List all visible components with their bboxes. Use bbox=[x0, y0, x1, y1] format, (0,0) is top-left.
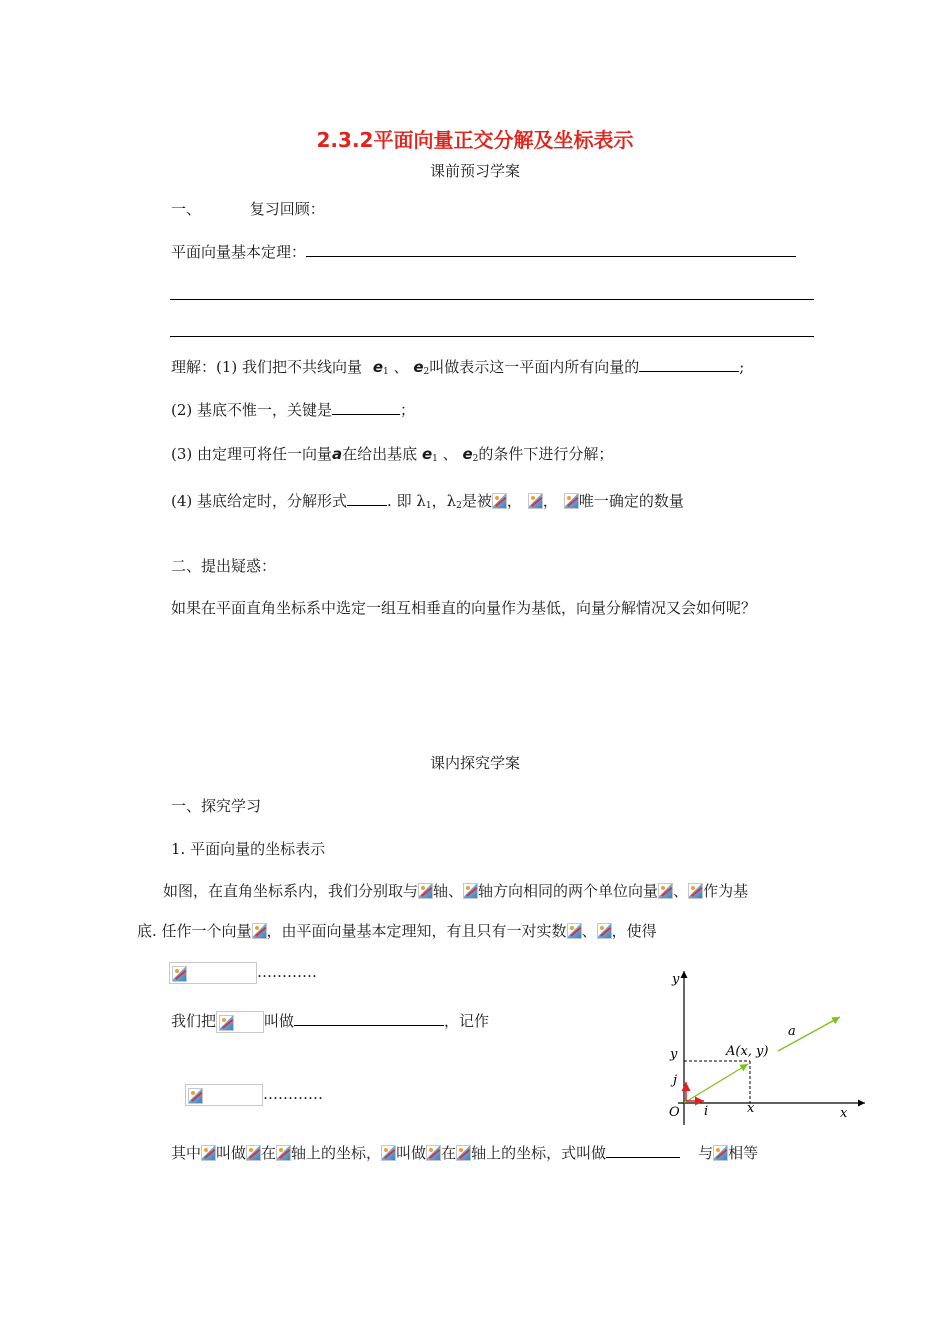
j-label: j bbox=[673, 1073, 678, 1088]
sub-2: 2 bbox=[423, 367, 430, 377]
formula-line-2 bbox=[185, 1084, 323, 1106]
page-title: 2.3.2平面向量正交分解及坐标表示 bbox=[316, 128, 634, 152]
image-placeholder-icon bbox=[172, 966, 187, 982]
inclass-heading: 一、探究学习 bbox=[171, 797, 262, 815]
basis-blank[interactable] bbox=[639, 357, 739, 372]
dots: ………… bbox=[263, 1085, 323, 1103]
item3-end: 的条件下进行分解； bbox=[478, 445, 614, 463]
image-placeholder-icon bbox=[201, 1145, 216, 1161]
vector-e2: e bbox=[413, 358, 424, 376]
key-blank[interactable] bbox=[332, 400, 400, 415]
item3-mid: 在给出基底 bbox=[342, 445, 418, 463]
vector-oa bbox=[684, 1064, 748, 1103]
page-subtitle: 课前预习学案 bbox=[429, 162, 520, 180]
para1-d: 、 bbox=[673, 882, 689, 900]
sub-1: 1 bbox=[383, 367, 389, 377]
comma: 、 bbox=[393, 358, 409, 376]
i-label: i bbox=[704, 1104, 709, 1119]
item4-mid3: 是被 bbox=[461, 492, 492, 510]
image-placeholder-icon bbox=[564, 493, 579, 509]
para1-e: 作为基 bbox=[703, 882, 749, 900]
para1-b: 轴、 bbox=[433, 882, 464, 900]
x-tick-label: x bbox=[747, 1101, 755, 1116]
item4-prefix: (4) 基底给定时，分解形式 bbox=[171, 492, 348, 510]
form-blank[interactable] bbox=[347, 491, 387, 506]
image-placeholder-icon bbox=[418, 883, 433, 899]
formula-image bbox=[169, 962, 257, 984]
image-placeholder-icon bbox=[597, 923, 612, 939]
last-i: 相等 bbox=[728, 1144, 759, 1162]
inclass-title: 课内探究学案 bbox=[429, 754, 520, 772]
formula-image bbox=[185, 1084, 263, 1106]
image-placeholder-icon bbox=[219, 1015, 234, 1031]
understand-item-3 bbox=[171, 443, 613, 464]
image-placeholder-icon bbox=[528, 493, 543, 509]
semicolon: ; bbox=[739, 358, 745, 376]
understand-item-4: (4) 基底给定时，分解形式 . 即 $\lambda_1$，$\lambda_2$是被 ， ， 唯一确定的数量 bbox=[171, 492, 684, 511]
item2-end: ； bbox=[400, 401, 416, 419]
y-axis-label: y bbox=[672, 972, 680, 987]
last-b: 叫做 bbox=[216, 1144, 247, 1162]
image-placeholder-icon bbox=[463, 883, 478, 899]
image-placeholder-icon bbox=[381, 1145, 396, 1161]
item4-end: 唯一确定的数量 bbox=[578, 492, 684, 510]
theorem-blank-line-2[interactable] bbox=[170, 299, 814, 300]
lambda-sub-1: 1 bbox=[425, 501, 432, 511]
formula-image bbox=[216, 1011, 264, 1033]
theorem-blank-line-3[interactable] bbox=[170, 336, 814, 337]
last-c: 在 bbox=[261, 1144, 277, 1162]
item2-text: (2) 基底不惟一，关键是 bbox=[171, 401, 333, 419]
image-placeholder-icon bbox=[567, 923, 582, 939]
para2-c: 、 bbox=[581, 922, 597, 940]
image-placeholder-icon bbox=[713, 1145, 728, 1161]
dots: ………… bbox=[257, 963, 317, 981]
last-h: 与 bbox=[698, 1144, 714, 1162]
theorem-blank[interactable] bbox=[306, 242, 796, 257]
para2-b: ，由平面向量基本定理知，有且只有一对实数 bbox=[266, 922, 567, 940]
review-heading bbox=[171, 198, 325, 219]
lambda-sub-2: 2 bbox=[456, 501, 462, 511]
x-axis-label: x bbox=[840, 1106, 848, 1121]
image-placeholder-icon bbox=[456, 1145, 471, 1161]
name-blank[interactable] bbox=[294, 1011, 444, 1026]
inclass-para-2 bbox=[137, 920, 657, 941]
theorem-label: 平面向量基本定理： bbox=[171, 243, 307, 261]
review-heading-num: 一、 bbox=[171, 200, 202, 218]
vector-a: a bbox=[332, 445, 343, 463]
we-call-c: ，记作 bbox=[444, 1012, 490, 1030]
theorem-line bbox=[171, 241, 796, 262]
we-call-b: 叫做 bbox=[264, 1012, 295, 1030]
coordinate-figure bbox=[660, 965, 875, 1135]
inclass-subheading: 1. 平面向量的坐标表示 bbox=[171, 840, 326, 858]
para2-a: 底. 任作一个向量 bbox=[137, 922, 252, 940]
image-placeholder-icon bbox=[426, 1145, 441, 1161]
vector-e2b: e bbox=[462, 445, 473, 463]
sub-1b: 1 bbox=[432, 454, 438, 464]
inclass-para-1 bbox=[163, 880, 748, 901]
image-placeholder-icon bbox=[246, 1145, 261, 1161]
last-e: 叫做 bbox=[396, 1144, 427, 1162]
last-line bbox=[171, 1142, 758, 1163]
item4-mid2: ，λ bbox=[431, 492, 457, 510]
understand-item-1 bbox=[171, 356, 744, 377]
image-placeholder-icon bbox=[276, 1145, 291, 1161]
understand-mid: 叫做表示这一平面内所有向量的 bbox=[429, 358, 640, 376]
vector-e1: e bbox=[372, 358, 383, 376]
para1-c: 轴方向相同的两个单位向量 bbox=[478, 882, 659, 900]
image-placeholder-icon bbox=[252, 923, 267, 939]
last-g: 轴上的坐标，式叫做 bbox=[471, 1144, 607, 1162]
item4-mid: . 即 λ bbox=[387, 492, 426, 510]
image-placeholder-icon bbox=[188, 1088, 203, 1104]
last-d: 轴上的坐标， bbox=[291, 1144, 382, 1162]
question-heading: 二、提出疑惑： bbox=[171, 557, 277, 575]
sub-2b: 2 bbox=[472, 454, 479, 464]
point-a-label: A(x, y) bbox=[726, 1044, 769, 1059]
image-placeholder-icon bbox=[688, 883, 703, 899]
last-a: 其中 bbox=[171, 1144, 202, 1162]
comma-b: 、 bbox=[442, 445, 458, 463]
y-tick-label: y bbox=[670, 1047, 678, 1062]
origin-label: O bbox=[669, 1105, 680, 1120]
vector-e1b: e bbox=[421, 445, 433, 463]
para1-a: 如图，在直角坐标系内，我们分别取与 bbox=[163, 882, 419, 900]
review-heading-text: 复习回顾： bbox=[249, 200, 325, 218]
item3-prefix: (3) 由定理可将任一向量 bbox=[171, 445, 333, 463]
we-call-a: 我们把 bbox=[171, 1012, 217, 1030]
we-call-line bbox=[171, 1010, 489, 1033]
vector-a-label: a bbox=[788, 1024, 796, 1039]
formula-line-1 bbox=[169, 962, 317, 984]
para2-d: ，使得 bbox=[611, 922, 657, 940]
last-f: 在 bbox=[441, 1144, 457, 1162]
image-placeholder-icon bbox=[492, 493, 507, 509]
question-text: 如果在平面直角坐标系中选定一组互相垂直的向量作为基低，向量分解情况又会如何呢？ bbox=[171, 599, 757, 617]
expression-blank[interactable] bbox=[606, 1143, 680, 1158]
understand-item-2 bbox=[171, 399, 415, 420]
understand-prefix: 理解：(1) 我们把不共线向量 bbox=[171, 358, 363, 376]
image-placeholder-icon bbox=[658, 883, 673, 899]
